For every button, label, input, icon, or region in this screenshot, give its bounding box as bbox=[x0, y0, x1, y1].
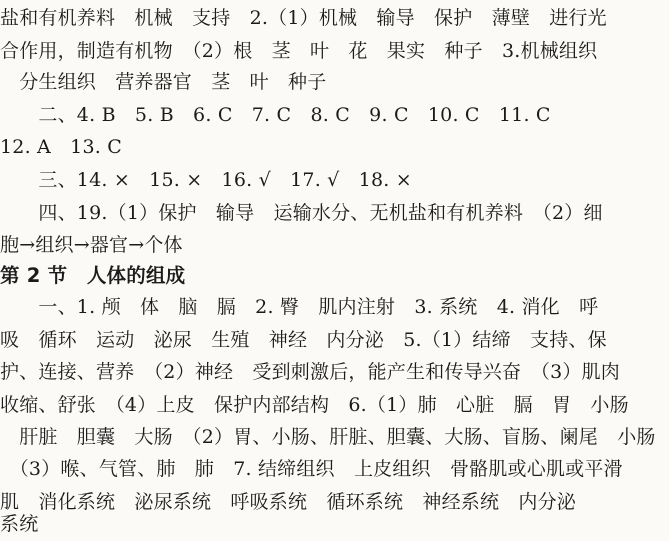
text-line: 肌 消化系统 泌尿系统 呼吸系统 循环系统 神经系统 内分泌 bbox=[0, 491, 577, 513]
text-line: 分生组织 营养器官 茎 叶 种子 bbox=[0, 71, 327, 93]
text-line: （3）喉、气管、肺 肺 7. 结缔组织 上皮组织 骨骼肌或心肌或平滑 bbox=[0, 458, 623, 480]
text-line: 一、1. 颅 体 脑 膈 2. 臀 肌内注射 3. 系统 4. 消化 呼 bbox=[0, 296, 599, 318]
text-line: 收缩、舒张 （4）上皮 保护内部结构 6.（1）肺 心脏 膈 胃 小肠 bbox=[0, 394, 629, 416]
text-line: 肝脏 胆囊 大肠 （2）胃、小肠、肝脏、胆囊、大肠、盲肠、阑尾 小肠 bbox=[0, 426, 656, 448]
text-line: 四、19.（1）保护 输导 运输水分、无机盐和有机养料 （2）细 bbox=[0, 202, 603, 224]
text-line: 盐和有机养料 机械 支持 2.（1）机械 输导 保护 薄壁 进行光 bbox=[0, 7, 607, 29]
section-heading: 第 2 节 人体的组成 bbox=[0, 264, 186, 287]
text-line: 胞→组织→器官→个体 bbox=[0, 234, 183, 256]
text-line: 12. A 13. C bbox=[0, 136, 122, 158]
text-line: 二、4. B 5. B 6. C 7. C 8. C 9. C 10. C 11. C bbox=[0, 104, 551, 126]
text-line: 系统 bbox=[0, 513, 39, 535]
text-line: 护、连接、营养 （2）神经 受到刺激后，能产生和传导兴奋 （3）肌肉 bbox=[0, 361, 620, 383]
text-line: 三、14. × 15. × 16. √ 17. √ 18. × bbox=[0, 169, 412, 191]
text-line: 合作用，制造有机物 （2）根 茎 叶 花 果实 种子 3.机械组织 bbox=[0, 40, 598, 62]
text-line: 吸 循环 运动 泌尿 生殖 神经 内分泌 5.（1）结缔 支持、保 bbox=[0, 329, 607, 351]
